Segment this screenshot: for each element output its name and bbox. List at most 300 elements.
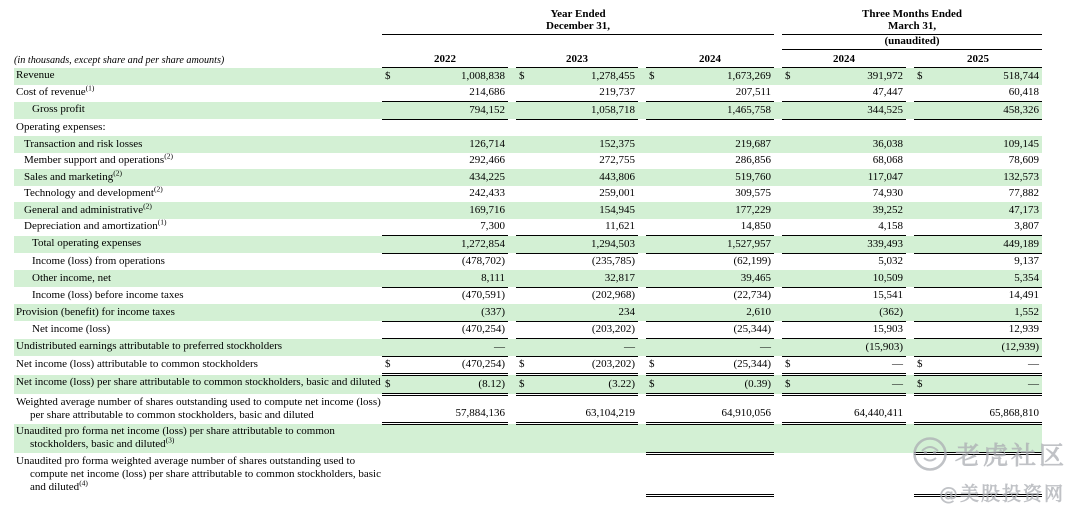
value-cell (646, 375, 774, 395)
dollar-sign (646, 154, 649, 167)
value-cell (914, 219, 1042, 236)
column-gap (638, 394, 646, 424)
dollar-sign (782, 341, 785, 354)
cell-value: 272,755 (599, 154, 635, 166)
dollar-sign (646, 204, 649, 217)
value-cell (516, 219, 638, 236)
dollar-sign (382, 481, 385, 494)
footnote-marker: (2) (113, 167, 122, 177)
value-cell (646, 169, 774, 186)
dollar-sign (782, 238, 785, 251)
row-label: Revenue (14, 68, 382, 85)
dollar-sign: $ (785, 69, 791, 82)
cell-value: 234 (618, 305, 635, 318)
dollar-sign (516, 220, 519, 233)
value-cell (516, 356, 638, 375)
dollar-sign (914, 255, 917, 268)
cell-value: 60,418 (1008, 86, 1040, 98)
cell-value (1039, 437, 1042, 450)
cell-value: (362) (879, 305, 904, 318)
header-gap (774, 8, 782, 35)
value-cell (914, 169, 1042, 186)
three-months-line1: Three Months Ended (862, 8, 963, 20)
dollar-sign (914, 187, 917, 200)
value-cell (914, 453, 1042, 496)
footnote-marker: (3) (165, 435, 175, 445)
value-cell (382, 169, 508, 186)
dollar-sign (914, 306, 917, 319)
cell-value: 1,294,503 (591, 237, 635, 250)
column-gap (906, 119, 914, 136)
dollar-sign (914, 171, 917, 184)
value-cell (646, 202, 774, 219)
dollar-sign (646, 86, 649, 99)
column-gap (774, 394, 782, 424)
cell-value: 12,939 (1008, 323, 1040, 335)
header-spacer (14, 8, 382, 35)
value-cell (382, 85, 508, 102)
cell-value: (3.22) (608, 377, 635, 390)
column-gap (508, 186, 516, 203)
column-gap (774, 339, 782, 357)
value-cell (914, 270, 1042, 287)
table-row (14, 270, 1042, 287)
column-gap (906, 136, 914, 153)
dollar-sign (646, 220, 649, 233)
cell-value: (15,903) (865, 340, 904, 353)
value-cell (782, 321, 906, 339)
dollar-sign: $ (519, 358, 525, 370)
footnote-marker: (2) (153, 184, 163, 194)
column-gap (638, 356, 646, 375)
value-cell (782, 287, 906, 304)
value-cell (516, 68, 638, 85)
column-gap (638, 453, 646, 496)
dollar-sign (382, 138, 385, 151)
value-cell (782, 186, 906, 203)
dollar-sign (382, 104, 385, 117)
dollar-sign (914, 238, 917, 251)
column-gap (638, 304, 646, 321)
value-cell (782, 304, 906, 321)
column-gap (774, 136, 782, 153)
cell-value: 47,173 (1008, 203, 1040, 216)
dollar-sign: $ (519, 377, 525, 390)
dollar-sign (914, 289, 917, 302)
value-cell (382, 375, 508, 395)
table-row (14, 186, 1042, 203)
header-unaudited-row (14, 35, 1042, 50)
column-gap (774, 85, 782, 102)
cell-value: 2,610 (746, 305, 772, 318)
value-cell (516, 287, 638, 304)
cell-value: 518,744 (1003, 69, 1040, 82)
column-gap (906, 219, 914, 236)
column-gap (638, 202, 646, 219)
dollar-sign: $ (917, 377, 923, 390)
dollar-sign (914, 437, 917, 450)
value-cell (782, 169, 906, 186)
cell-value: 109,145 (1003, 137, 1040, 150)
dollar-sign (914, 104, 917, 117)
value-cell (914, 287, 1042, 304)
column-gap (906, 186, 914, 203)
cell-value: 1,527,957 (727, 237, 772, 250)
cell-value: (337) (481, 305, 505, 318)
column-gap (508, 253, 516, 270)
dollar-sign (646, 437, 649, 450)
cell-value: 309,575 (735, 187, 772, 199)
value-cell (782, 202, 906, 219)
value-cell (646, 153, 774, 170)
value-cell (382, 153, 508, 170)
value-cell (782, 119, 906, 136)
dollar-sign (382, 306, 385, 319)
value-cell (516, 270, 638, 287)
cell-value: 10,509 (872, 271, 904, 284)
dollar-sign (914, 220, 917, 233)
dollar-sign (914, 272, 917, 285)
cell-value: 519,760 (735, 170, 772, 183)
column-gap (508, 136, 516, 153)
value-cell (914, 85, 1042, 102)
row-label: Gross profit (14, 102, 382, 120)
cell-value: 391,972 (867, 69, 904, 82)
value-cell (382, 186, 508, 203)
value-cell (382, 321, 508, 339)
value-cell (782, 453, 906, 496)
dollar-sign (516, 306, 519, 319)
column-gap (508, 102, 516, 120)
cell-value: — (892, 377, 904, 390)
value-cell (516, 321, 638, 339)
value-cell (646, 253, 774, 270)
value-cell (516, 424, 638, 454)
cell-value: — (1028, 377, 1040, 390)
cell-value: 242,433 (469, 187, 505, 199)
cell-value: 68,068 (872, 154, 904, 166)
column-gap (638, 85, 646, 102)
dollar-sign (914, 138, 917, 151)
row-label: Undistributed earnings attributable to preferred stockholders (14, 339, 382, 357)
dollar-sign (516, 289, 519, 302)
value-cell (646, 68, 774, 85)
dollar-sign (782, 481, 785, 494)
cell-value: 65,868,810 (989, 407, 1040, 419)
dollar-sign: $ (385, 358, 391, 370)
dollar-sign (782, 306, 785, 319)
row-label: Transaction and risk losses (14, 136, 382, 153)
column-gap (638, 136, 646, 153)
dollar-sign (646, 289, 649, 302)
column-gap (906, 202, 914, 219)
row-label: Technology and development$^{(2)}$ (24, 184, 163, 199)
cell-value: 64,910,056 (721, 407, 772, 419)
column-gap (638, 153, 646, 170)
row-label: Income (loss) before income taxes (32, 288, 184, 301)
dollar-sign (782, 121, 785, 134)
dollar-sign (382, 204, 385, 217)
table-row (14, 375, 1042, 395)
value-cell (782, 85, 906, 102)
value-cell (646, 394, 774, 424)
column-gap (508, 202, 516, 219)
year-ended-line1: Year Ended (550, 8, 606, 20)
column-gap (906, 356, 914, 375)
row-label: Weighted average number of shares outstanding used to compute net income (loss) per share attributable to common stockholders, basic and diluted (16, 395, 381, 421)
cell-value: 47,447 (872, 86, 904, 98)
dollar-sign (914, 479, 917, 492)
value-cell (646, 321, 774, 339)
cell-value: — (494, 340, 505, 353)
value-cell (646, 236, 774, 254)
dollar-sign (782, 187, 785, 200)
column-gap (638, 375, 646, 395)
dollar-sign (646, 272, 649, 285)
column-gap (638, 424, 646, 454)
value-cell (382, 356, 508, 375)
footnote-marker: (4) (79, 477, 88, 487)
cell-value: 15,541 (872, 289, 904, 301)
column-gap (508, 375, 516, 395)
dollar-sign (516, 341, 519, 354)
cell-value: 3,807 (1014, 220, 1040, 232)
column-gap (638, 219, 646, 236)
row-label: Net income (loss) per share attributable to common stockholders, basic and diluted (14, 375, 382, 395)
column-gap (508, 287, 516, 304)
value-cell (782, 102, 906, 120)
dollar-sign (382, 238, 385, 251)
cell-value: 78,609 (1008, 154, 1040, 166)
column-gap (906, 102, 914, 120)
row-label: Operating expenses: (16, 120, 106, 133)
value-cell (782, 424, 906, 454)
column-gap (774, 68, 782, 85)
column-gap (508, 85, 516, 102)
dollar-sign (516, 407, 519, 420)
cell-value: 339,493 (867, 237, 904, 250)
value-cell (382, 304, 508, 321)
cell-value: — (892, 358, 904, 370)
cell-value: (478,702) (461, 255, 505, 267)
cell-value: 1,673,269 (727, 69, 772, 82)
column-gap (508, 339, 516, 357)
cell-value: 64,440,411 (853, 407, 904, 419)
table-row (14, 453, 1042, 496)
column-gap (508, 68, 516, 85)
column-gap (508, 394, 516, 424)
row-label: Unaudited pro forma net income (loss) per share attributable to common stockholders, basic and diluted$^{(3)}$ (14, 424, 382, 454)
value-cell (914, 424, 1042, 454)
dollar-sign: $ (649, 358, 655, 370)
value-cell (516, 102, 638, 120)
cell-value: (25,344) (733, 323, 772, 335)
column-gap (508, 321, 516, 339)
table-row (14, 287, 1042, 304)
dollar-sign (382, 220, 385, 233)
table-row (14, 424, 1042, 454)
value-cell (914, 253, 1042, 270)
column-gap (774, 375, 782, 395)
value-cell (914, 304, 1042, 321)
value-cell (382, 287, 508, 304)
dollar-sign (646, 121, 649, 134)
dollar-sign (646, 104, 649, 117)
column-gap (774, 253, 782, 270)
column-gap (906, 287, 914, 304)
dollar-sign (646, 323, 649, 336)
column-gap (508, 153, 516, 170)
value-cell (646, 219, 774, 236)
column-gap (906, 50, 914, 68)
dollar-sign (914, 407, 917, 420)
column-gap (774, 287, 782, 304)
cell-value (903, 481, 906, 494)
dollar-sign (914, 121, 917, 134)
cell-value: 11,621 (605, 220, 635, 232)
column-gap (774, 304, 782, 321)
column-gap (906, 153, 914, 170)
dollar-sign (782, 323, 785, 336)
value-cell (382, 202, 508, 219)
table-row (14, 219, 1042, 236)
cell-value: 794,152 (469, 103, 505, 116)
column-gap (508, 453, 516, 496)
dollar-sign: $ (649, 69, 655, 82)
cell-value: (470,254) (461, 323, 505, 335)
three-months-line2: March 31, (888, 20, 937, 32)
cell-value: 117,047 (867, 170, 904, 183)
value-cell (782, 236, 906, 254)
value-cell (914, 356, 1042, 375)
dollar-sign (782, 255, 785, 268)
dollar-sign (516, 255, 519, 268)
value-cell (782, 270, 906, 287)
header-group-row (14, 8, 1042, 35)
dollar-sign (646, 306, 649, 319)
table-row (14, 253, 1042, 270)
dollar-sign (646, 187, 649, 200)
value-cell (782, 394, 906, 424)
header-years-row (14, 50, 1042, 68)
value-cell (516, 304, 638, 321)
column-gap (774, 119, 782, 136)
row-label: Cost of revenue$^{(1)}$ (16, 83, 95, 98)
column-gap (638, 287, 646, 304)
table-row (14, 236, 1042, 254)
row-label: Provision (benefit) for income taxes (14, 304, 382, 321)
value-cell (382, 453, 508, 496)
column-gap (906, 394, 914, 424)
dollar-sign (646, 255, 649, 268)
dollar-sign (782, 289, 785, 302)
table-row (14, 339, 1042, 357)
value-cell (646, 102, 774, 120)
year-ended-line2: December 31, (546, 20, 610, 32)
value-cell (914, 68, 1042, 85)
dollar-sign (646, 171, 649, 184)
watermark-brand-text: 老虎社区 (954, 441, 1067, 470)
value-cell (382, 219, 508, 236)
period-column-header: 2022 (382, 50, 508, 68)
dollar-sign (914, 86, 917, 99)
value-cell (516, 253, 638, 270)
dollar-sign (782, 154, 785, 167)
dollar-sign (382, 323, 385, 336)
cell-value: 126,714 (469, 137, 505, 150)
value-cell (914, 102, 1042, 120)
value-cell (382, 394, 508, 424)
period-column-header: 2025 (914, 50, 1042, 68)
column-gap (906, 253, 914, 270)
column-gap (774, 169, 782, 186)
cell-value: 32,817 (604, 271, 635, 284)
footnote-marker: (1) (85, 83, 95, 93)
column-gap (774, 50, 782, 68)
dollar-sign (646, 479, 649, 492)
cell-value: 177,229 (735, 203, 772, 216)
cell-value: 57,884,136 (455, 407, 505, 419)
value-cell (516, 453, 638, 496)
value-cell (914, 202, 1042, 219)
dollar-sign (516, 187, 519, 200)
cell-value (635, 121, 638, 134)
cell-value: 74,930 (872, 187, 904, 199)
column-gap (774, 186, 782, 203)
value-cell (914, 394, 1042, 424)
row-label: Unaudited pro forma weighted average number of shares outstanding used to compute net income (loss) per share attributable to common stockholders, basic and diluted$^{(4)}$ (16, 454, 381, 493)
table-row (14, 153, 1042, 170)
dollar-sign (382, 289, 385, 302)
column-gap (906, 304, 914, 321)
value-cell (516, 136, 638, 153)
column-gap (508, 169, 516, 186)
cell-value: 286,856 (735, 154, 772, 166)
value-cell (914, 321, 1042, 339)
cell-value: 207,511 (735, 86, 772, 98)
value-cell (782, 219, 906, 236)
column-gap (774, 153, 782, 170)
cell-value: (12,939) (1001, 340, 1040, 353)
row-label: Depreciation and amortization$^{(1)}$ (24, 217, 167, 232)
dollar-sign (516, 272, 519, 285)
cell-value: 39,465 (740, 271, 772, 284)
dollar-sign (516, 204, 519, 217)
cell-value (505, 438, 508, 451)
dollar-sign (382, 86, 385, 99)
value-cell (914, 153, 1042, 170)
dollar-sign: $ (785, 358, 791, 370)
column-gap (508, 270, 516, 287)
column-gap (638, 50, 646, 68)
column-gap (638, 119, 646, 136)
three-months-group-header (782, 8, 1042, 35)
column-gap (906, 339, 914, 357)
table-row (14, 68, 1042, 85)
dollar-sign (382, 407, 385, 420)
column-gap (906, 321, 914, 339)
dollar-sign (382, 154, 385, 167)
cell-value: (470,591) (461, 289, 505, 301)
period-column-header: 2023 (516, 50, 638, 68)
value-cell (914, 339, 1042, 357)
cell-value: 39,252 (872, 203, 904, 216)
value-cell (382, 424, 508, 454)
dollar-sign (782, 220, 785, 233)
column-gap (906, 169, 914, 186)
dollar-sign (382, 255, 385, 268)
dollar-sign (782, 138, 785, 151)
